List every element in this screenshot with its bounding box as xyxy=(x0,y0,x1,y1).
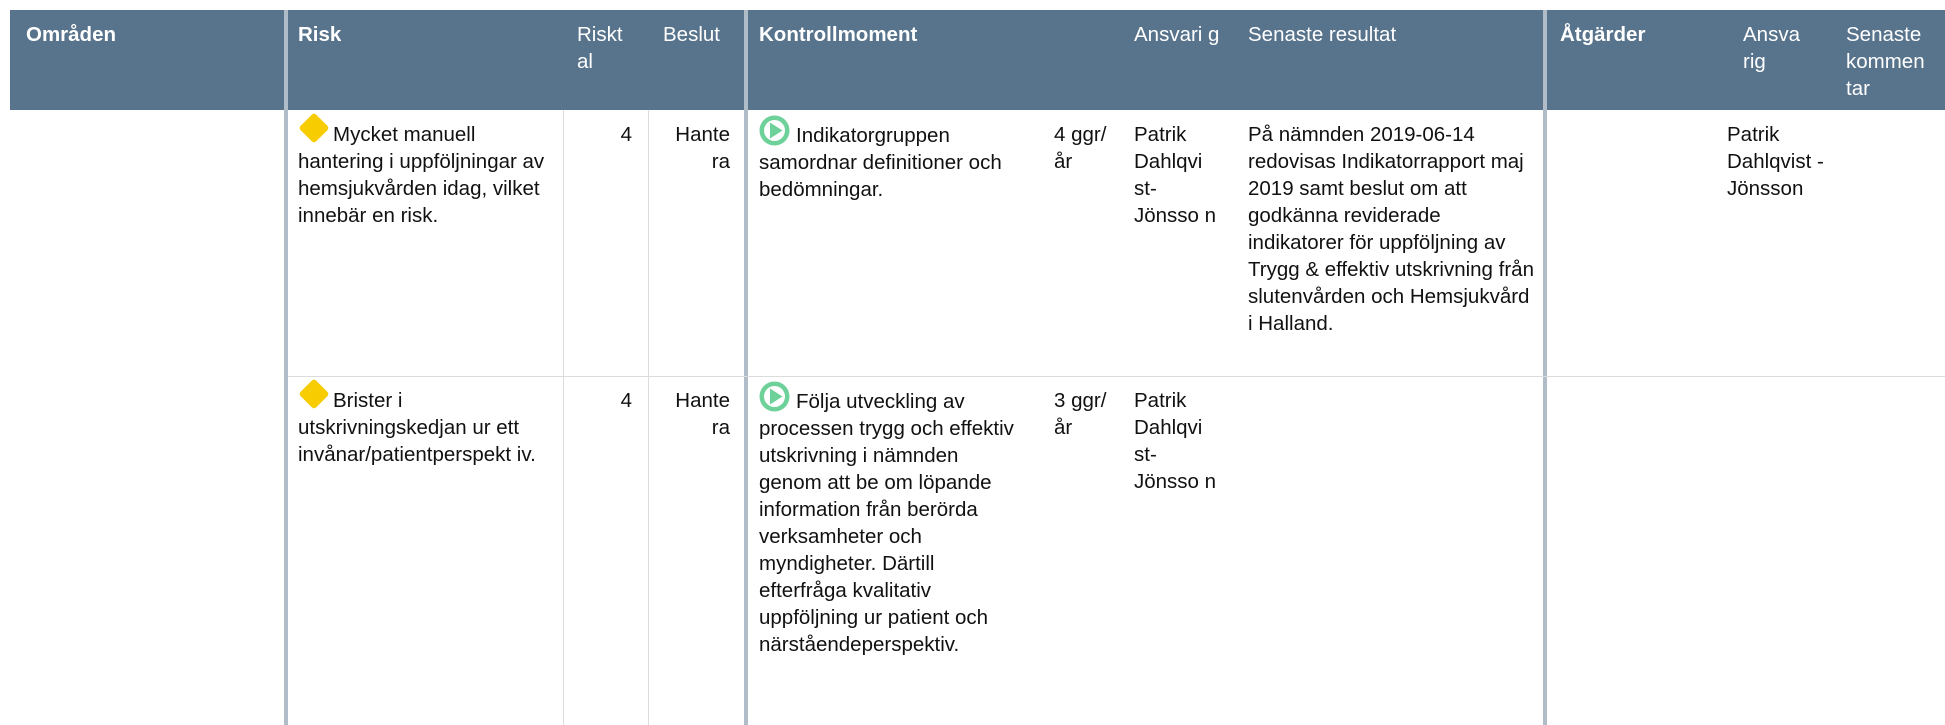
column-separator xyxy=(563,110,564,725)
atgard-ansvarig-value: Patrik Dahlqvist -Jönsson xyxy=(1727,123,1824,200)
header-senaste-kommentar[interactable]: Senaste kommen tar xyxy=(1846,23,1925,100)
risk-text: Mycket manuell hantering i uppföljningar av hemsjukvården idag, vilket innebär en risk. xyxy=(298,123,545,227)
kontrollmoment-text: Följa utveckling av processen trygg och effektiv utskrivning i nämnden genom att be om löpande information från berörda verksamheter och myndigheter. Därtill efterfråga kvalitativ uppföljning ur patient och närståendeperspektiv. xyxy=(759,390,1014,656)
diamond-warning-icon xyxy=(298,114,329,145)
ansvarig-value: Patrik Dahlqvi st- Jönsso n xyxy=(1134,389,1217,493)
risktal-value: 4 xyxy=(620,389,632,412)
diamond-warning-icon xyxy=(298,380,329,411)
beslut-value: Hante ra xyxy=(675,123,730,173)
frekvens-value: 3 ggr/ år xyxy=(1054,389,1107,439)
risktal-value: 4 xyxy=(620,123,632,146)
kontrollmoment-cell xyxy=(759,381,1021,658)
column-separator xyxy=(648,110,649,725)
header-beslut[interactable]: Beslut xyxy=(663,23,720,46)
play-icon xyxy=(759,381,790,412)
beslut-value: Hante ra xyxy=(675,389,730,439)
column-group-separator xyxy=(284,10,288,725)
header-risk[interactable]: Risk xyxy=(298,23,342,46)
header-atgarder[interactable]: Åtgärder xyxy=(1560,23,1646,46)
column-group-separator xyxy=(744,10,748,725)
play-icon xyxy=(759,115,790,146)
header-risktal[interactable]: Riskt al xyxy=(577,23,623,73)
kontrollmoment-cell xyxy=(759,115,1019,203)
frekvens-value: 4 ggr/ år xyxy=(1054,123,1107,173)
header-senaste-resultat[interactable]: Senaste resultat xyxy=(1248,23,1397,46)
header-omraden[interactable]: Områden xyxy=(26,23,116,46)
row-separator xyxy=(288,376,1945,377)
header-atgarder-ansvarig[interactable]: Ansva rig xyxy=(1743,23,1800,73)
header-ansvarig[interactable]: Ansvari g xyxy=(1134,23,1220,46)
ansvarig-value: Patrik Dahlqvi st- Jönsso n xyxy=(1134,123,1217,227)
kontrollmoment-text: Indikatorgruppen samordnar definitioner och bedömningar. xyxy=(759,124,1002,201)
header-kontrollmoment[interactable]: Kontrollmoment xyxy=(759,23,918,46)
risk-cell xyxy=(298,114,556,229)
column-group-separator xyxy=(1543,10,1547,725)
risk-cell xyxy=(298,380,560,468)
risk-text: Brister i utskrivningskedjan ur ett invånar/patientperspekt iv. xyxy=(298,389,536,466)
senaste-resultat-value: På nämnden 2019-06-14 redovisas Indikatorrapport maj 2019 samt beslut om att godkänna reviderade indikatorer för uppföljning av Trygg & effektiv utskrivning från slutenvården och Hemsjukvård i Halland. xyxy=(1248,123,1534,335)
